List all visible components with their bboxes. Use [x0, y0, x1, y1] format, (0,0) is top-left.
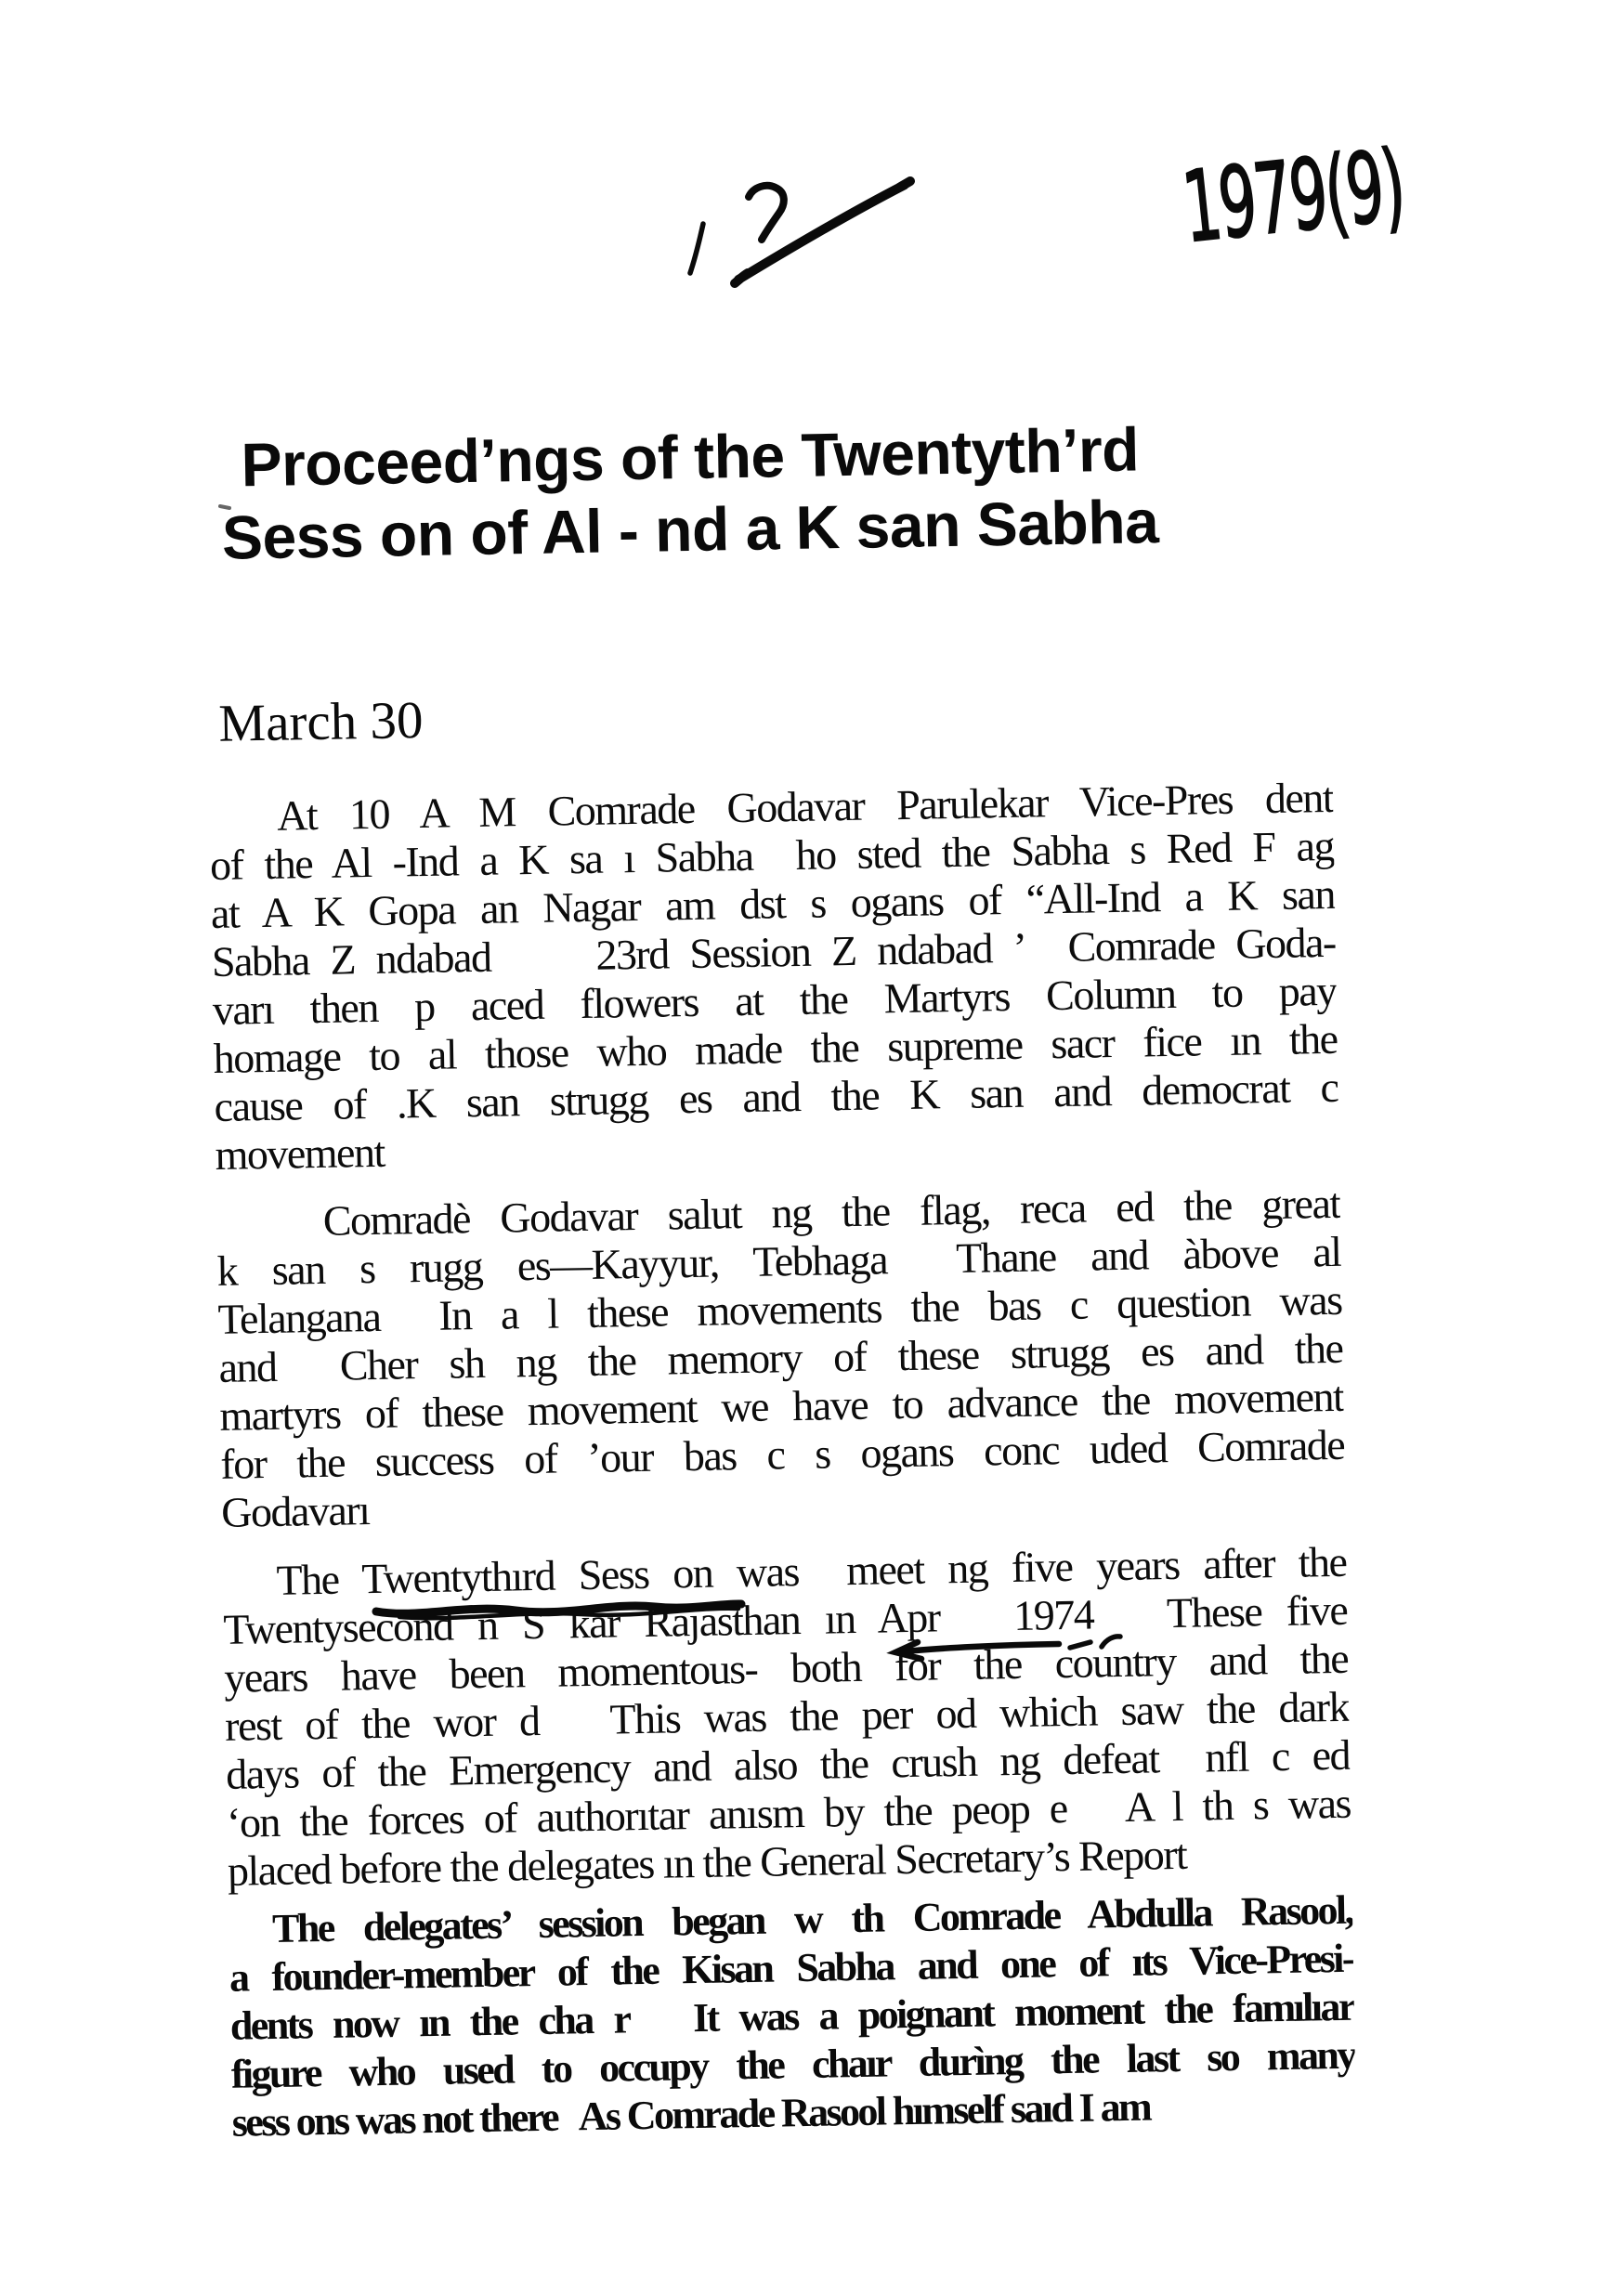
- text-line: k san s rugg es—Kayyur, Tebhaga Thane and àbove al: [216, 1227, 1341, 1295]
- text-line: At 10 A M Comrade Godavar Parulekar Vice-Pres dent: [276, 773, 1334, 840]
- title-line-1: Proceed’ngs of the Twentyth’rd: [240, 414, 1140, 500]
- text-line: Twentysecond n S kar Rajasthan ın Apr 1974 These five: [223, 1585, 1348, 1653]
- paragraph-4: [228, 1886, 1356, 2147]
- date-heading: March 30: [217, 690, 424, 753]
- paragraph-1: [209, 774, 1339, 1180]
- text-line: days of the Emergency and also the crush ng defeat nfl c ed: [225, 1730, 1351, 1798]
- document-title: [220, 409, 1403, 574]
- text-line: ‘on the forces of authorıtar anısm by the peop e A l th s was: [226, 1779, 1351, 1846]
- text-line: martyrs of these movement we have to advance the movement: [219, 1372, 1344, 1440]
- text-line: and Cher sh ng the memory of these strugg es and the: [218, 1324, 1343, 1391]
- text-line: a founder-member of the Kisan Sabha and one of ıts Vice-Presi-: [228, 1935, 1354, 2001]
- text-line: years have been momentous- both for the country and the: [223, 1634, 1349, 1702]
- text-line: for the success of ’our bas c s ogans conc uded Comrade: [219, 1420, 1345, 1488]
- text-line: figure who used to occupy the chaır durìng the last so many: [230, 2031, 1356, 2097]
- year-note-text: 1979(9): [1177, 129, 1409, 266]
- title-line-2: Sess on of Al - nd a K san Sabha: [221, 487, 1159, 572]
- text-line: at A K Gopa an Nagar am dst s ogans of “All-Ind a K san: [210, 869, 1336, 937]
- text-line: Godavarı: [220, 1486, 370, 1536]
- text-line: sess ons was not there As Comrade Rasool hımself saıd I am: [231, 2083, 1151, 2146]
- text-line: Telangana In a l these movements the bas c question was: [217, 1275, 1342, 1343]
- text-line: Sabha Z ndabad 23rd Session Z ndabad ’ Comrade Goda-: [211, 918, 1337, 985]
- text-line: rest of the wor d This was the per od which saw the dark: [224, 1682, 1350, 1750]
- paragraph-3: [222, 1538, 1351, 1896]
- text-line: movement: [215, 1128, 385, 1179]
- text-line: homage to al those who made the supreme sacr fice ın the: [213, 1014, 1338, 1082]
- text-line: cause of .K san strugg es and the K san and democrat c: [214, 1063, 1338, 1130]
- text-line: placed before the delegates ın the General Secretary’s Report: [227, 1830, 1187, 1895]
- text-line: dents now ın the cha r It was a poignant moment the famılıar: [229, 1983, 1355, 2049]
- text-line: The delegates’ session began w th Comrade Abdulla Rasool,: [271, 1886, 1353, 1951]
- text-line: Comradè Godavar salut ng the flag, reca ed the great: [322, 1179, 1341, 1245]
- paragraph-2: [215, 1180, 1345, 1537]
- text-line: varı then p aced flowers at the Martyrs Column to pay: [212, 966, 1338, 1034]
- text-line: of the Al -Ind a K sa ı Sabha ho sted the Sabha s Red F ag: [209, 821, 1335, 889]
- text-line: The Twentythırd Sess on was meet ng five years after the: [276, 1537, 1347, 1604]
